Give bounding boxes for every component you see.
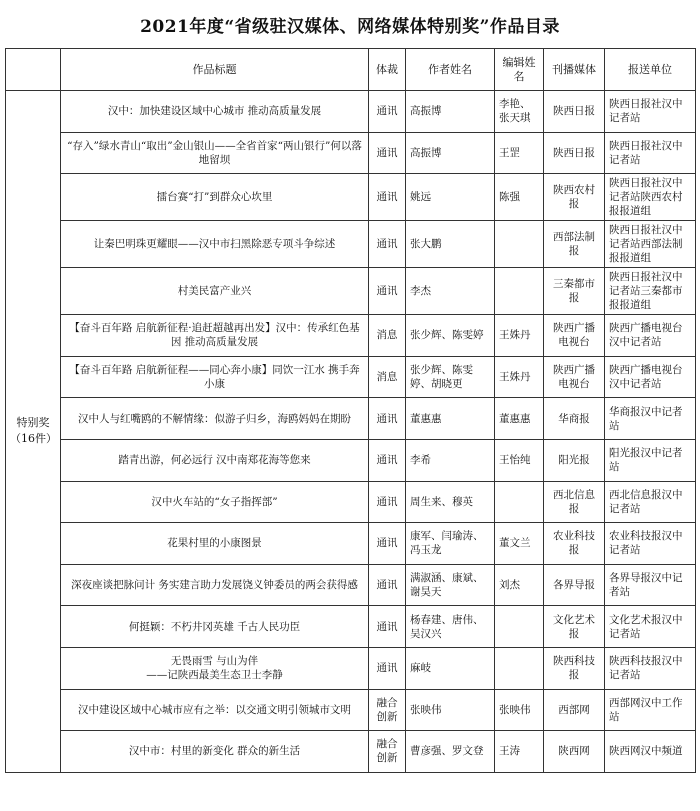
- work-title-cell: [61, 221, 369, 268]
- genre-cell-text: 通讯: [376, 662, 398, 675]
- genre-cell-text: 融合: [376, 696, 398, 709]
- category-name: 特别奖: [16, 416, 50, 430]
- media-cell: [544, 91, 605, 133]
- media-cell: [544, 221, 605, 268]
- editor-cell-text: 王罡: [499, 146, 520, 159]
- editor-cell: [495, 564, 544, 606]
- genre-cell: [369, 174, 406, 221]
- genre-cell-text: 通讯: [376, 620, 398, 633]
- work-title-cell: [61, 689, 369, 731]
- work-title-cell-text: 村美民富产业兴: [177, 285, 252, 298]
- work-title-cell-text: 汉中市：村里的新变化 群众的新生活: [128, 745, 301, 758]
- media-cell-text: 陕西科技报: [553, 655, 595, 682]
- table-row: [6, 356, 696, 398]
- work-title-cell: [61, 647, 369, 689]
- genre-cell-text: 通讯: [376, 579, 398, 592]
- editor-cell: [495, 647, 544, 689]
- author-cell: [406, 91, 495, 133]
- media-cell: [544, 523, 605, 565]
- media-cell-text: 陕西网: [558, 745, 590, 758]
- genre-cell-text: 通讯: [376, 495, 398, 508]
- editor-cell-text: 王涛: [499, 745, 520, 758]
- submitting-unit-cell: [605, 268, 696, 315]
- work-title-cell: [61, 731, 369, 773]
- submitting-unit-cell-text: 陕西日报社汉中记者站: [609, 98, 683, 125]
- editor-cell-text: 陈强: [499, 191, 520, 204]
- author-cell: [406, 174, 495, 221]
- submitting-unit-cell-text: 西部网汉中工作站: [609, 696, 683, 723]
- editor-cell-text: 王怡纯: [499, 454, 531, 467]
- work-title-cell-text: 【奋斗百年路 启航新征程——同心奔小康】同饮一江水 携手奔小康: [69, 364, 360, 391]
- author-cell-text: 康军、闫瑜涛、冯玉龙: [410, 530, 484, 557]
- submitting-unit-cell: [605, 439, 696, 481]
- author-cell-text: 满淑涵、康斌、谢昊天: [410, 572, 484, 599]
- editor-cell: [495, 91, 544, 133]
- table-row: [6, 221, 696, 268]
- submitting-unit-cell-text: 陕西广播电视台汉中记者站: [609, 364, 683, 391]
- author-cell: [406, 439, 495, 481]
- media-cell: [544, 647, 605, 689]
- category-count: （16件）: [10, 432, 57, 446]
- genre-cell-text: 通讯: [376, 412, 398, 425]
- work-title-cell: [61, 268, 369, 315]
- work-title-cell: [61, 398, 369, 440]
- category-header: [6, 49, 61, 91]
- table-row: [6, 174, 696, 221]
- author-cell: [406, 132, 495, 174]
- author-cell-text: 张少辉、陈雯婷、胡晓更: [410, 364, 473, 391]
- work-title-cell-text: “存入”绿水青山“取出”金山银山——全省首家“两山银行”何以落地留坝: [67, 139, 362, 166]
- table-row: [6, 731, 696, 773]
- work-title-cell: [61, 606, 369, 648]
- submitting-unit-cell: [605, 398, 696, 440]
- media-cell-text: 文化艺术报: [553, 613, 595, 640]
- submitting-unit-cell: [605, 647, 696, 689]
- table-row: [6, 606, 696, 648]
- author-cell-text: 董惠惠: [410, 412, 442, 425]
- work-title-cell: [61, 564, 369, 606]
- media-cell-text: 农业科技报: [553, 530, 595, 557]
- media-cell: [544, 174, 605, 221]
- work-title-cell: [61, 523, 369, 565]
- submitting-unit-cell-text: 各界导报汉中记者站: [609, 572, 683, 599]
- genre-cell: [369, 439, 406, 481]
- media-cell: [544, 731, 605, 773]
- work-title-cell-text: 【奋斗百年路 启航新征程·追赶超越再出发】汉中：传承红色基因 推动高质量发展: [69, 322, 360, 349]
- editor-cell: [495, 606, 544, 648]
- media-cell: [544, 315, 605, 357]
- media-cell: [544, 398, 605, 440]
- author-cell: [406, 356, 495, 398]
- work-title-cell: [61, 91, 369, 133]
- table-row: [6, 132, 696, 174]
- submitting-unit-cell-text: 陕西网汉中频道: [609, 745, 683, 758]
- author-cell: [406, 689, 495, 731]
- submitting-unit-cell: [605, 689, 696, 731]
- author-cell: [406, 606, 495, 648]
- author-cell: [406, 523, 495, 565]
- editor-cell: [495, 731, 544, 773]
- column-header-author: 作者姓名: [406, 49, 495, 91]
- media-cell-text: 陕西日报: [553, 146, 595, 159]
- work-title-cell-text: 汉中人与红嘴鸥的不解情缘：似游子归乡，海鸥妈妈在期盼: [78, 412, 351, 425]
- genre-cell: [369, 221, 406, 268]
- submitting-unit-cell: [605, 315, 696, 357]
- work-title-cell-text: 汉中建设区域中心城市应有之举：以交通文明引领城市文明: [78, 703, 351, 716]
- genre-cell: [369, 647, 406, 689]
- genre-cell: [369, 91, 406, 133]
- submitting-unit-cell: [605, 356, 696, 398]
- author-cell: [406, 731, 495, 773]
- work-title-cell-text: 汉中：加快建设区域中心城市 推动高质量发展: [107, 105, 322, 118]
- genre-cell-text: 通讯: [376, 537, 398, 550]
- author-cell-text: 张映伟: [410, 703, 442, 716]
- column-header-unit: 报送单位: [605, 49, 696, 91]
- author-cell: [406, 398, 495, 440]
- media-cell-text: 陕西广播电视台: [553, 322, 595, 349]
- submitting-unit-cell: [605, 564, 696, 606]
- editor-cell: [495, 398, 544, 440]
- editor-cell: [495, 523, 544, 565]
- submitting-unit-cell: [605, 606, 696, 648]
- author-cell-text: 曹彦强、罗文登: [410, 745, 484, 758]
- author-cell: [406, 564, 495, 606]
- genre-cell: [369, 268, 406, 315]
- submitting-unit-cell-text: 华商报汉中记者站: [609, 405, 683, 432]
- table-header-row: [6, 49, 696, 91]
- media-cell-text: 阳光报: [558, 454, 590, 467]
- editor-cell: [495, 174, 544, 221]
- column-header-title: 作品标题: [61, 49, 369, 91]
- editor-cell-text: 董惠惠: [499, 412, 531, 425]
- work-title-cell-text: 无畏雨雪 与山为伴: [170, 655, 259, 668]
- author-cell: [406, 221, 495, 268]
- work-title-cell-text: 让秦巴明珠更耀眼——汉中市扫黑除恶专项斗争综述: [93, 238, 336, 251]
- work-title-cell-text: 擂台赛“打”到群众心坎里: [156, 191, 273, 204]
- editor-cell: [495, 315, 544, 357]
- media-cell: [544, 439, 605, 481]
- editor-cell: [495, 356, 544, 398]
- submitting-unit-cell-text: 西北信息报汉中记者站: [609, 488, 683, 515]
- author-cell: [406, 481, 495, 523]
- work-title-cell: [61, 315, 369, 357]
- table-row: [6, 647, 696, 689]
- media-cell: [544, 132, 605, 174]
- submitting-unit-cell-text: 陕西科技报汉中记者站: [609, 655, 683, 682]
- author-cell-text: 张少辉、陈雯婷: [410, 329, 484, 342]
- work-title-cell-text: 何挺颖：不朽井冈英雄 千古人民功臣: [128, 620, 301, 633]
- editor-cell: [495, 268, 544, 315]
- media-cell-text: 各界导报: [553, 579, 595, 592]
- media-cell-text: 陕西广播电视台: [553, 364, 595, 391]
- submitting-unit-cell-text: 陕西日报社汉中记者站三秦都市报报道组: [609, 271, 683, 312]
- submitting-unit-cell-text: 阳光报汉中记者站: [609, 447, 683, 474]
- table-row: [6, 481, 696, 523]
- table-row: [6, 523, 696, 565]
- editor-cell: [495, 689, 544, 731]
- author-cell: [406, 647, 495, 689]
- submitting-unit-cell: [605, 481, 696, 523]
- genre-cell: [369, 356, 406, 398]
- page-title: 2021年度“省级驻汉媒体、网络媒体特别奖”作品目录: [140, 16, 560, 37]
- table-row: [6, 268, 696, 315]
- author-cell-text: 杨春建、唐伟、吴汉兴: [410, 613, 484, 640]
- genre-cell: [369, 481, 406, 523]
- work-title-cell: [61, 439, 369, 481]
- editor-cell: [495, 481, 544, 523]
- editor-cell-text: 王姝丹: [499, 329, 531, 342]
- work-title-cell: [61, 132, 369, 174]
- editor-cell: [495, 221, 544, 268]
- genre-cell-text: 创新: [376, 710, 398, 723]
- column-header-editor: 编辑姓名: [495, 49, 544, 91]
- editor-cell: [495, 132, 544, 174]
- submitting-unit-cell: [605, 91, 696, 133]
- genre-cell-text: 融合: [376, 738, 398, 751]
- editor-cell-text: 王姝丹: [499, 371, 531, 384]
- media-cell-text: 陕西日报: [553, 105, 595, 118]
- category-cell: [6, 91, 61, 773]
- author-cell-text: 张大鹏: [410, 238, 442, 251]
- work-title-cell-text: ——记陕西最美生态卫士李静: [146, 669, 283, 682]
- genre-cell: [369, 398, 406, 440]
- media-cell-text: 西部网: [558, 703, 590, 716]
- genre-cell-text: 消息: [376, 329, 398, 342]
- genre-cell-text: 通讯: [376, 285, 398, 298]
- media-cell: [544, 268, 605, 315]
- submitting-unit-cell: [605, 174, 696, 221]
- author-cell-text: 麻岐: [410, 662, 431, 675]
- work-title-cell-text: 踏青出游，何必远行 汉中南郑花海等您来: [118, 454, 311, 467]
- genre-cell-text: 消息: [376, 371, 398, 384]
- column-header-genre: 体裁: [369, 49, 406, 91]
- genre-cell: [369, 689, 406, 731]
- author-cell: [406, 315, 495, 357]
- author-cell-text: 周生来、穆英: [410, 495, 473, 508]
- table-row: [6, 91, 696, 133]
- work-title-cell: [61, 356, 369, 398]
- column-header-media: 刊播媒体: [544, 49, 605, 91]
- submitting-unit-cell: [605, 523, 696, 565]
- award-list-table: [5, 48, 696, 773]
- submitting-unit-cell-text: 陕西日报社汉中记者站陕西农村报报道组: [609, 177, 683, 218]
- editor-cell-text: 刘杰: [499, 579, 520, 592]
- author-cell: [406, 268, 495, 315]
- work-title-cell-text: 花果村里的小康图景: [167, 537, 262, 550]
- author-cell-text: 姚远: [410, 191, 431, 204]
- editor-cell: [495, 439, 544, 481]
- media-cell-text: 西部法制报: [553, 231, 595, 258]
- submitting-unit-cell: [605, 132, 696, 174]
- editor-cell-text: 李艳、张天琪: [499, 98, 531, 125]
- work-title-cell: [61, 174, 369, 221]
- work-title-cell: [61, 481, 369, 523]
- genre-cell: [369, 606, 406, 648]
- work-title-cell-text: 汉中火车站的“女子指挥部”: [151, 495, 278, 508]
- author-cell-text: 高振博: [410, 105, 442, 118]
- submitting-unit-cell-text: 农业科技报汉中记者站: [609, 530, 683, 557]
- table-body: [6, 91, 696, 773]
- author-cell-text: 高振博: [410, 146, 442, 159]
- submitting-unit-cell: [605, 731, 696, 773]
- media-cell-text: 华商报: [558, 412, 590, 425]
- work-title-cell-text: 深夜座谈把脉问计 务实建言助力发展饶义钟委员的两会获得感: [71, 579, 358, 592]
- genre-cell: [369, 523, 406, 565]
- genre-cell: [369, 132, 406, 174]
- media-cell: [544, 564, 605, 606]
- media-cell-text: 三秦都市报: [553, 278, 595, 305]
- submitting-unit-cell-text: 文化艺术报汉中记者站: [609, 613, 683, 640]
- table-row: [6, 398, 696, 440]
- media-cell: [544, 689, 605, 731]
- table-row: [6, 689, 696, 731]
- author-cell-text: 李希: [410, 454, 431, 467]
- genre-cell-text: 通讯: [376, 105, 398, 118]
- submitting-unit-cell: [605, 221, 696, 268]
- editor-cell-text: 张映伟: [499, 703, 531, 716]
- table-row: [6, 564, 696, 606]
- submitting-unit-cell-text: 陕西日报社汉中记者站: [609, 139, 683, 166]
- media-cell-text: 西北信息报: [553, 488, 595, 515]
- submitting-unit-cell-text: 陕西广播电视台汉中记者站: [609, 322, 683, 349]
- table-row: [6, 439, 696, 481]
- editor-cell-text: 董文兰: [499, 537, 531, 550]
- genre-cell-text: 通讯: [376, 191, 398, 204]
- media-cell: [544, 356, 605, 398]
- genre-cell-text: 创新: [376, 752, 398, 765]
- genre-cell: [369, 315, 406, 357]
- genre-cell-text: 通讯: [376, 238, 398, 251]
- genre-cell-text: 通讯: [376, 146, 398, 159]
- media-cell: [544, 606, 605, 648]
- author-cell-text: 李杰: [410, 285, 431, 298]
- genre-cell: [369, 731, 406, 773]
- table-row: [6, 315, 696, 357]
- genre-cell-text: 通讯: [376, 454, 398, 467]
- genre-cell: [369, 564, 406, 606]
- media-cell-text: 陕西农村报: [553, 184, 595, 211]
- submitting-unit-cell-text: 陕西日报社汉中记者站西部法制报报道组: [609, 224, 683, 265]
- media-cell: [544, 481, 605, 523]
